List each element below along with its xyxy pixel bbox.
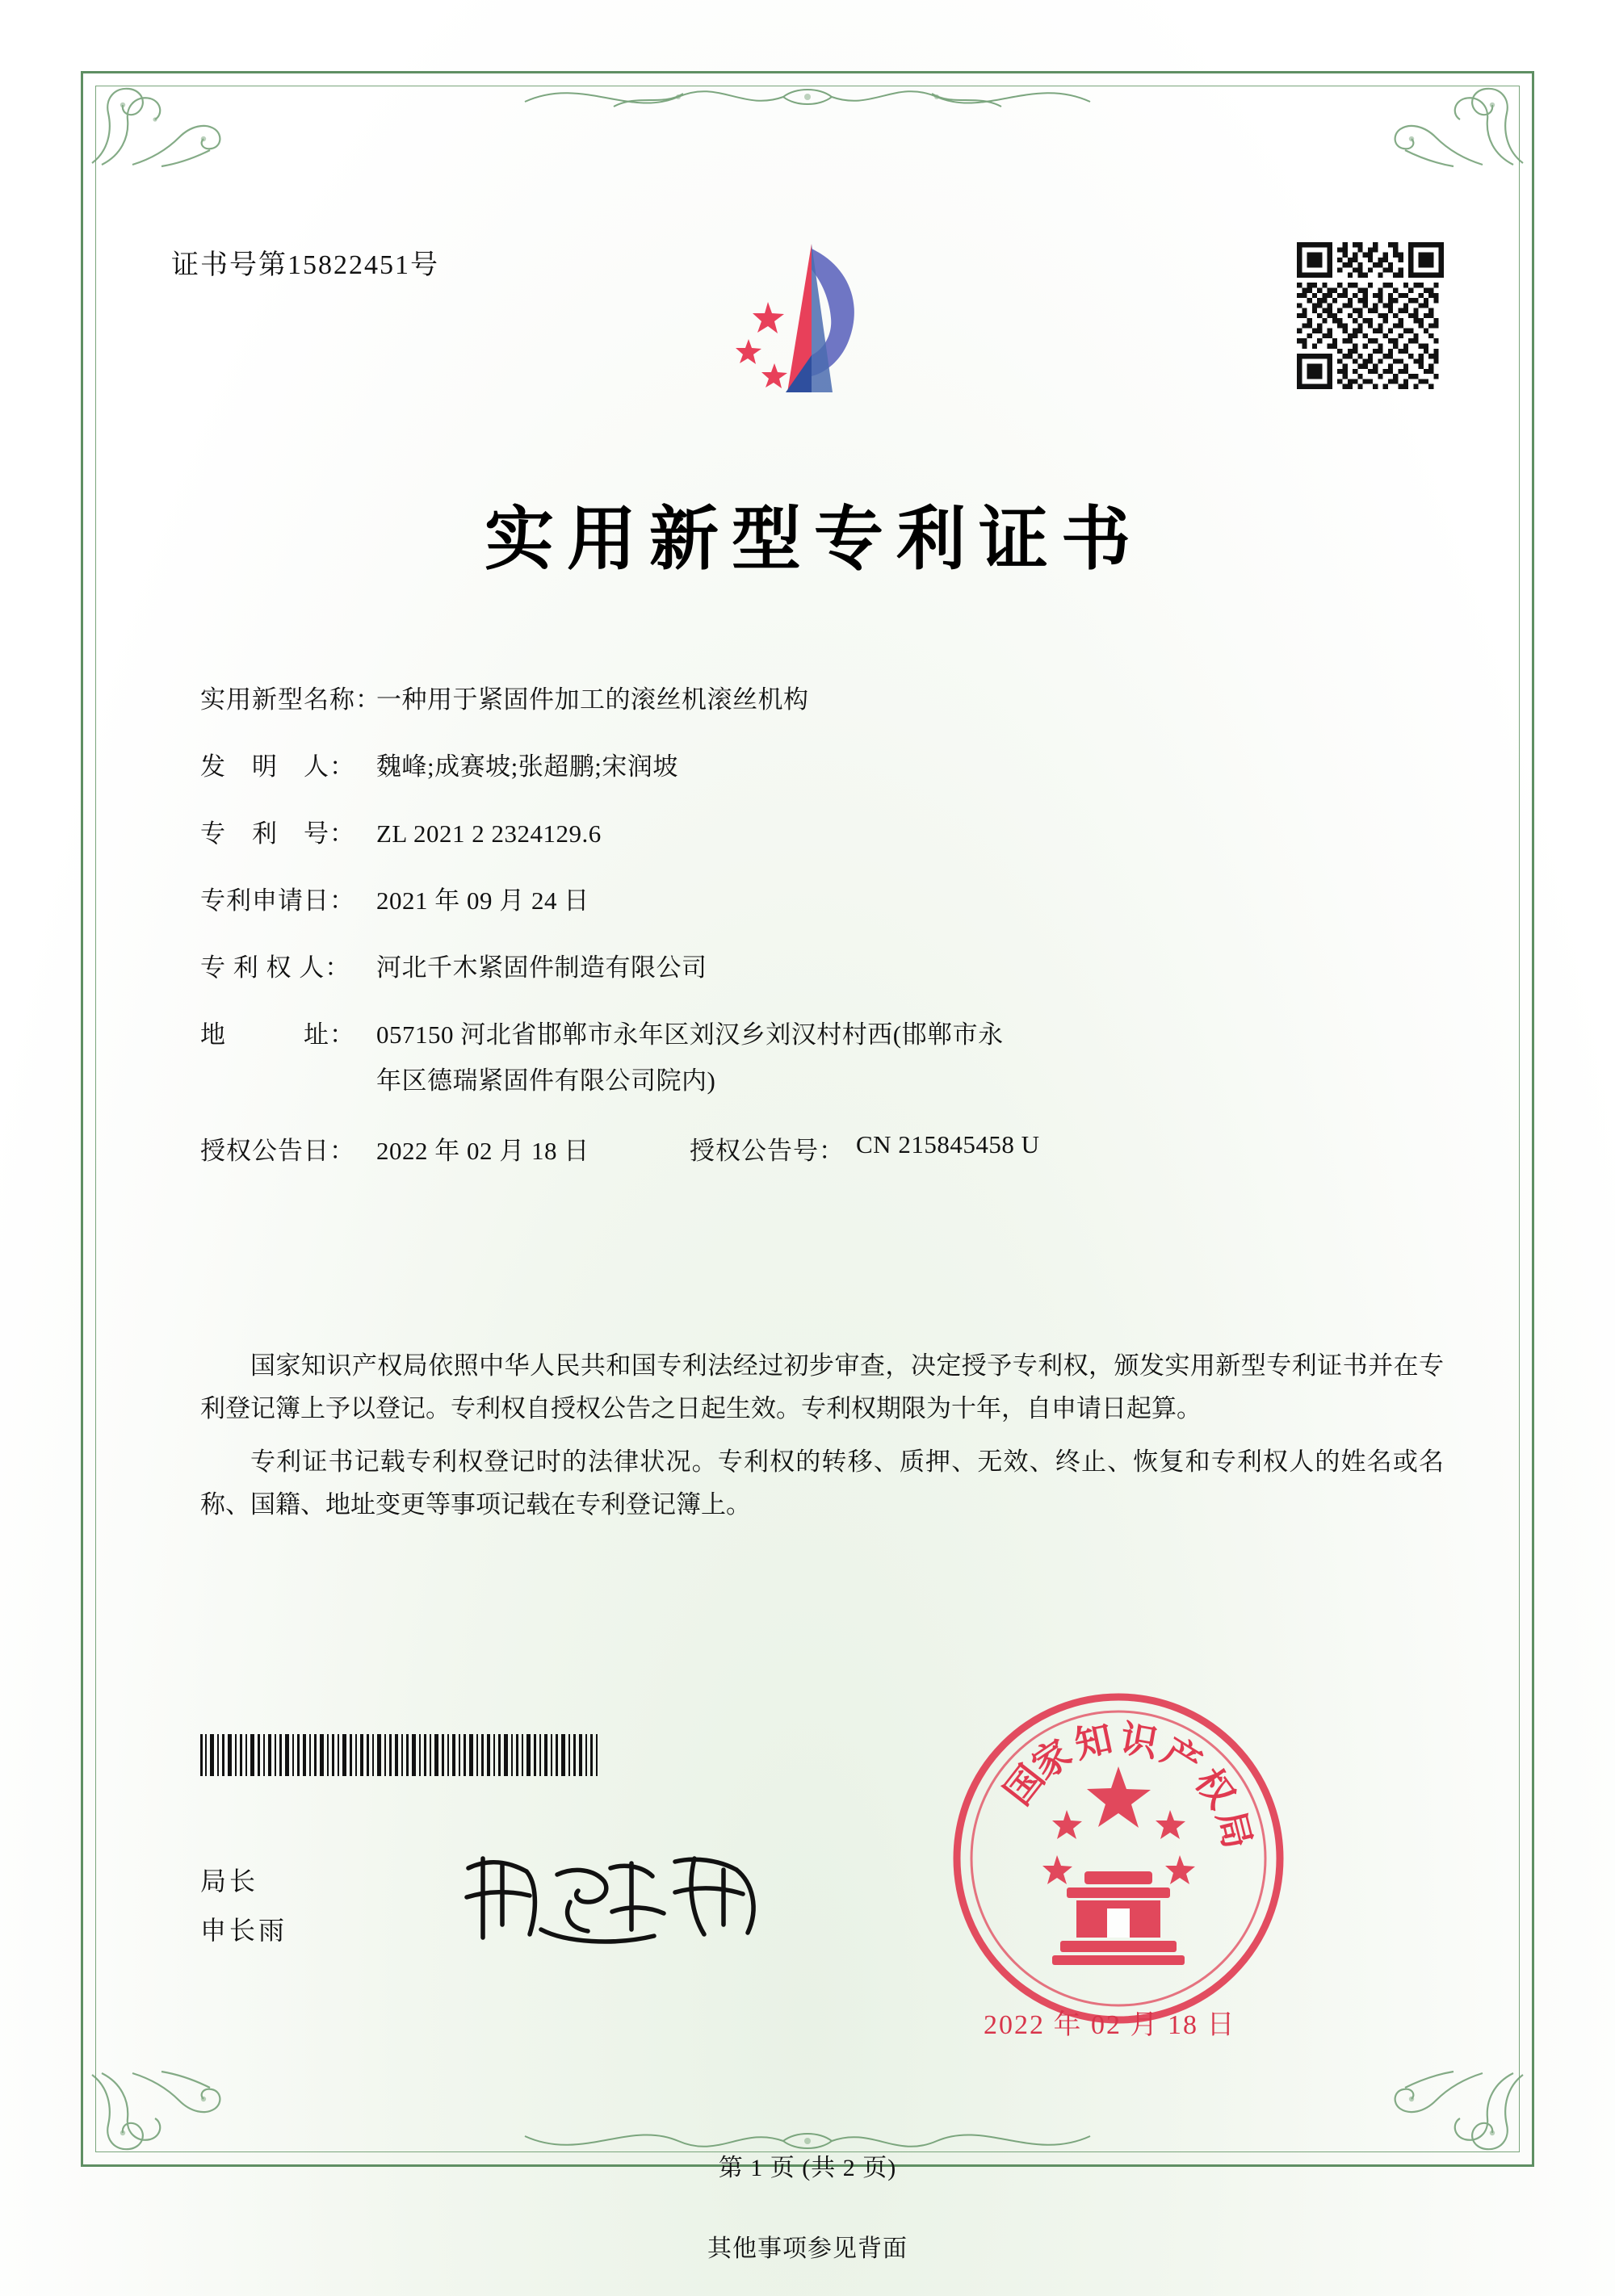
field-label: 发 明 人：	[200, 752, 355, 781]
field-value: 2022 年 02 月 18 日	[376, 1136, 589, 1165]
director-name: 申长雨	[200, 1915, 288, 1945]
field-label: 授权公告日：	[200, 1136, 355, 1165]
signature-block	[200, 1857, 287, 1955]
handwritten-signature-icon	[452, 1834, 791, 1955]
address-line-2: 年区德瑞紧固件有限公司院内)	[376, 1066, 716, 1095]
top-flourish-icon	[517, 69, 1098, 126]
certificate-number: 证书号第15822451号	[171, 250, 439, 280]
field-grant-number	[690, 1130, 1039, 1167]
field-value: 河北千木紧固件制造有限公司	[376, 953, 707, 982]
field-value: 一种用于紧固件加工的滚丝机滚丝机构	[376, 685, 809, 714]
field-value: ZL 2021 2 2324129.6	[376, 819, 602, 848]
paragraph-registry-statement: 专利证书记载专利权登记时的法律状况。专利权的转移、质押、无效、终止、恢复和专利权人的姓名或名称、国籍、地址变更等事项记载在专利登记簿上。	[200, 1447, 1444, 1519]
official-red-seal-icon	[949, 1689, 1288, 2028]
director-title: 局长	[200, 1867, 259, 1896]
page-title: 实用新型专利证书	[484, 498, 1143, 580]
back-side-note: 其他事项参见背面	[707, 2235, 908, 2262]
page-indicator: 第 1 页 (共 2 页)	[718, 2155, 897, 2181]
address-line-1: 057150 河北省邯郸市永年区刘汉乡刘汉村村西(邯郸市永	[376, 1020, 1004, 1049]
field-label: 授权公告号：	[690, 1136, 845, 1165]
field-value: 魏峰;成赛坡;张超鹏;宋润坡	[376, 752, 678, 781]
field-address	[200, 1017, 1445, 1100]
field-grant-row	[200, 1130, 1445, 1167]
svg-text:局: 局	[1208, 1806, 1261, 1854]
field-value: 2021 年 09 月 24 日	[376, 886, 589, 915]
field-label: 实用新型名称：	[200, 685, 381, 714]
field-label: 专利申请日：	[200, 886, 355, 915]
field-patent-number	[200, 816, 1445, 853]
svg-text:家: 家	[1024, 1731, 1080, 1788]
field-grant-date	[200, 1130, 643, 1167]
svg-text:识: 识	[1117, 1716, 1162, 1766]
svg-text:产: 产	[1154, 1728, 1210, 1786]
qr-code-icon	[1297, 242, 1444, 389]
certificate-fields	[200, 682, 1445, 1171]
barcode-icon	[200, 1734, 604, 1776]
svg-text:权: 权	[1186, 1760, 1244, 1816]
cnipa-logo-icon	[690, 234, 925, 412]
svg-text:国: 国	[995, 1757, 1053, 1813]
field-inventors	[200, 749, 1445, 786]
seal-date: 2022 年 02 月 18 日	[984, 2010, 1236, 2040]
field-value: CN 215845458 U	[856, 1129, 1040, 1158]
field-utility-model-name	[200, 682, 1445, 719]
field-application-date	[200, 883, 1445, 920]
field-label: 地 址：	[200, 1020, 355, 1049]
field-patentee	[200, 950, 1445, 987]
field-value	[376, 1017, 1445, 1100]
field-label: 专 利 号：	[200, 819, 355, 848]
paragraph-grant-statement: 国家知识产权局依照中华人民共和国专利法经过初步审查，决定授予专利权，颁发实用新型专利证书并在专利登记簿上予以登记。专利权自授权公告之日起生效。专利权期限为十年，自申请日起算。	[200, 1351, 1444, 1423]
field-label: 专 利 权 人：	[200, 953, 351, 982]
legal-text-block	[200, 1344, 1444, 1536]
svg-text:知: 知	[1071, 1716, 1117, 1767]
